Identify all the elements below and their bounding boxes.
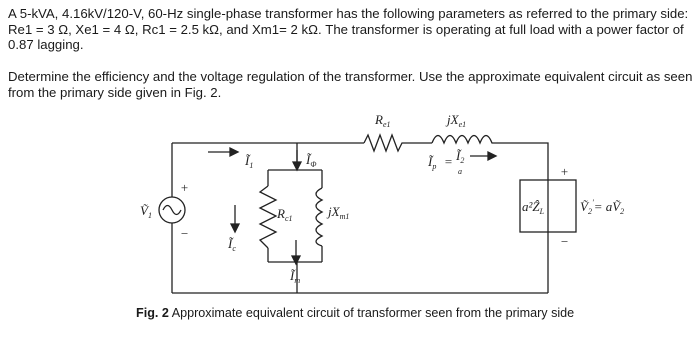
ip-equals: = — [444, 154, 453, 169]
ic-label: $Ĩ_c$ — [228, 236, 236, 253]
source-plus: + — [180, 180, 189, 195]
xm1-inductor — [316, 188, 322, 246]
figure-caption-text: Approximate equivalent circuit of transformer seen from the primary side — [171, 306, 575, 320]
source-sine — [163, 206, 181, 215]
re1-resistor — [364, 135, 432, 151]
i2-label: $Ĩ_2$ — [456, 148, 465, 165]
i2-denominator: a — [458, 167, 462, 176]
problem-statement: A 5-kVA, 4.16kV/120-V, 60-Hz single-phase transformer has the following parameters as referred to the primary side: Re1 = 3 Ω, Xe1 = 4 Ω, Rc1 = 2.5 kΩ, and Xm1= 2 kΩ. The transformer is operating at full load with a power factor of 0.87 lagging. — [8, 6, 689, 52]
i1-label: $Ĩ_1$ — [245, 153, 254, 170]
rc1-resistor — [260, 186, 276, 248]
im-arrowhead — [292, 256, 300, 264]
ip-label: $Ĩ_p$ — [428, 154, 437, 171]
top-wire-right — [500, 143, 548, 180]
ip-arrowhead — [488, 152, 496, 160]
xm1-label: $jX_{m1}$ — [328, 204, 350, 221]
i1-arrowhead — [230, 148, 238, 156]
load-impedance-label: a²Ẑ$_L$ — [522, 199, 545, 216]
iphi-arrowhead — [293, 162, 301, 170]
xe1-inductor — [432, 136, 500, 144]
xe1-label: $jX_{e1}$ — [447, 112, 467, 129]
figure-caption-label: Fig. 2 — [136, 306, 169, 320]
v2-label: Ṽ$_2$′= aṼ$_2$ — [580, 198, 625, 216]
im-label: $Ĩ_m$ — [290, 268, 301, 285]
load-minus: − — [560, 234, 569, 249]
v1-label: Ṽ$_1$ — [140, 203, 152, 220]
iphi-label: $Ĩ_\Phi$ — [306, 152, 317, 169]
re1-label: $R_{e1}$ — [375, 112, 391, 129]
load-plus: + — [560, 164, 569, 179]
figure-caption — [136, 306, 574, 320]
task-statement: Determine the efficiency and the voltage regulation of the transformer. Use the approximate equivalent circuit as seen from the primary side given in Fig. 2. — [8, 69, 693, 100]
source-minus: − — [180, 226, 189, 241]
ic-arrowhead — [231, 224, 239, 232]
rc1-label: $R_{c1}$ — [277, 206, 293, 223]
